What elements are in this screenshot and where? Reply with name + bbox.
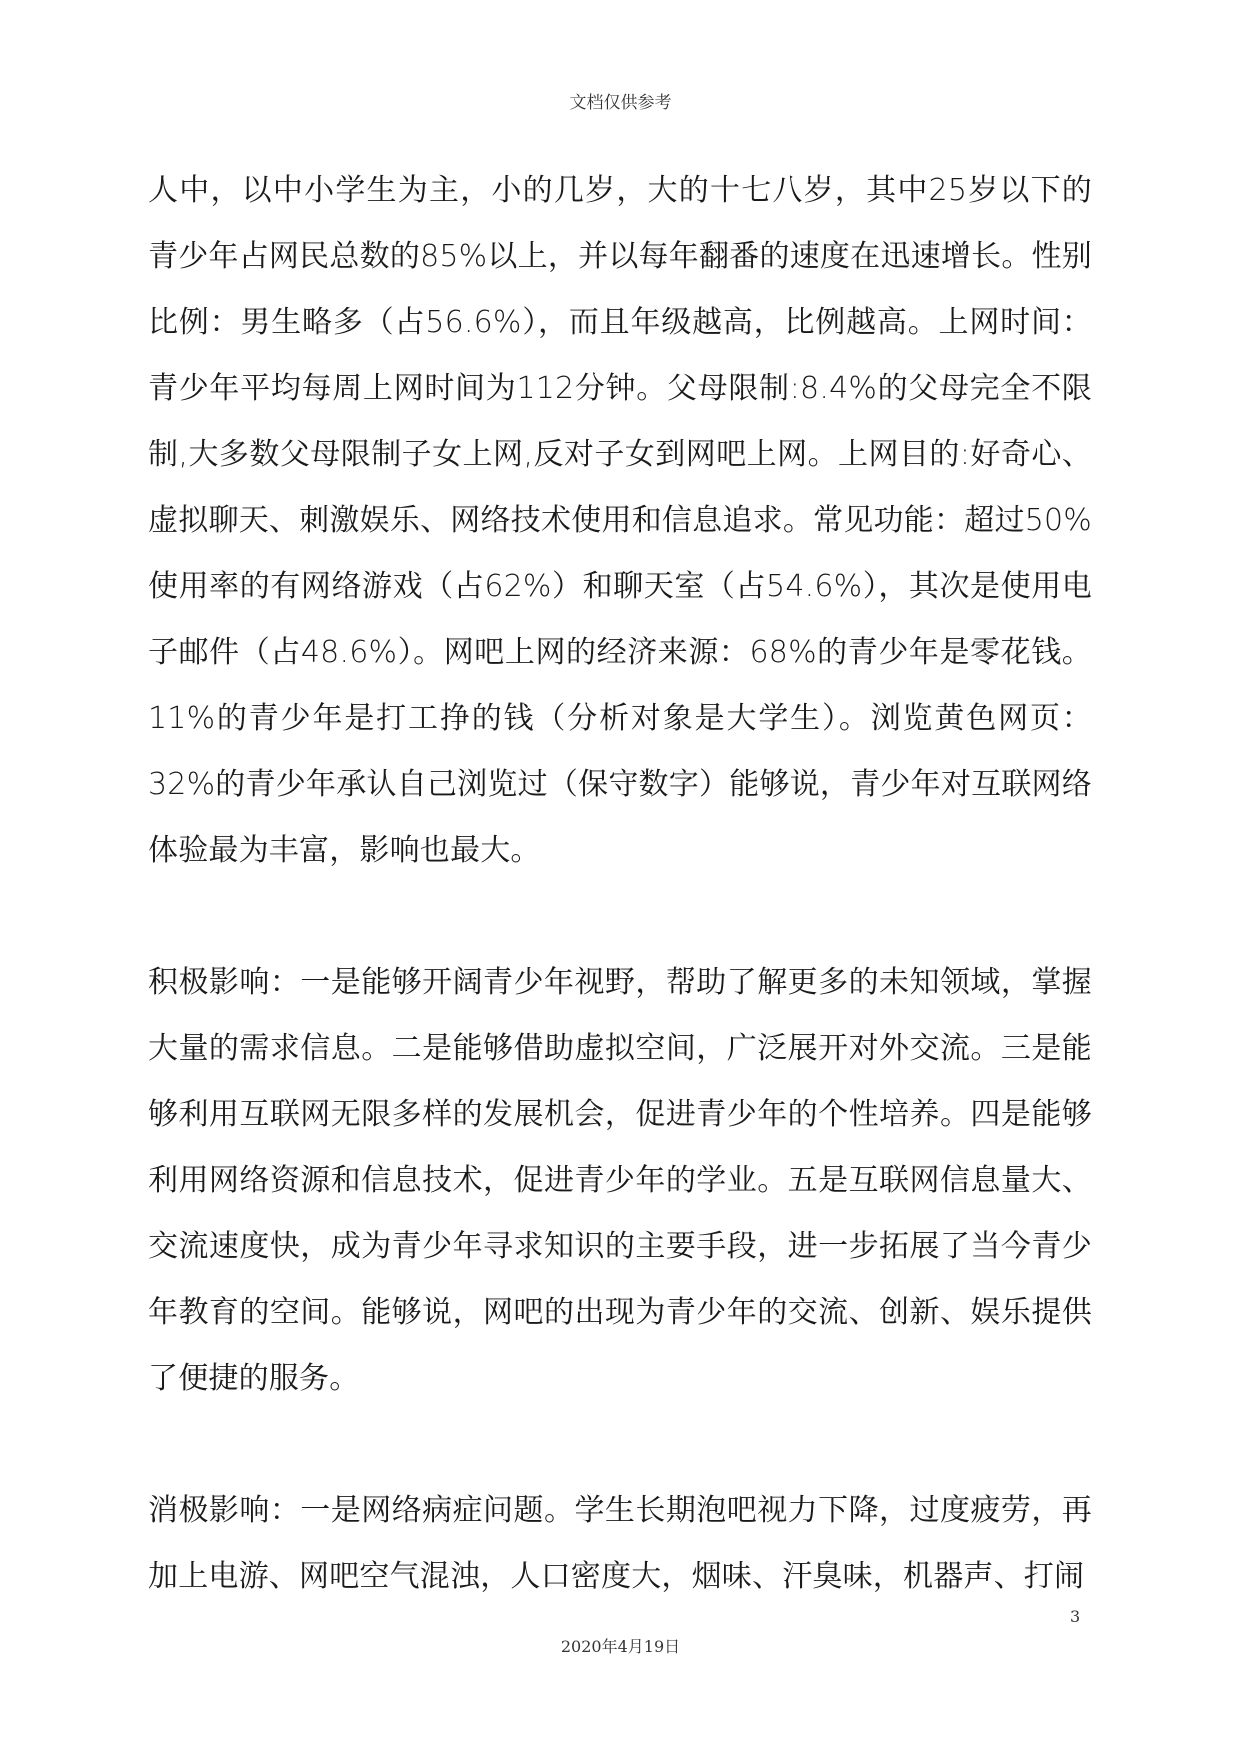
page-header: 文档仅供参考 (569, 93, 672, 113)
paragraph-negative-impact: 消极影响：一是网络病症问题。学生长期泡吧视力下降，过度疲劳，再加上电游、网吧空气混浊，人口密度大，烟味、汗臭味，机器声、打闹 (148, 1493, 1092, 1594)
paragraph-statistics: 人中，以中小学生为主，小的几岁，大的十七八岁，其中25岁以下的青少年占网民总数的85%以上，并以每年翻番的速度在迅速增长。性别比例：男生略多（占56.6%），而且年级越高，比例越高。上网时间：青少年平均每周上网时间为112分钟。父母限制:8.4%的父母完全不限制,大多数父母限制子女上网,反对子女到网吧上网。上网目的:好奇心、虚拟聊天、刺激娱乐、网络技术使用和信息追求。常见功能：超过50%使用率的有网络游戏（占62%）和聊天室（占54.6%），其次是使用电子邮件（占48.6%）。网吧上网的经济来源：68%的青少年是零花钱。11%的青少年是打工挣的钱（分析对象是大学生）。浏览黄色网页：32%的青少年承认自己浏览过（保守数字）能够说，青少年对互联网络体验最为丰富，影响也最大。 (148, 173, 1092, 868)
document-body (148, 158, 1092, 1610)
paragraph-positive-impact: 积极影响：一是能够开阔青少年视野，帮助了解更多的未知领域，掌握大量的需求信息。二是能够借助虚拟空间，广泛展开对外交流。三是能够利用互联网无限多样的发展机会，促进青少年的个性培养。四是能够利用网络资源和信息技术，促进青少年的学业。五是互联网信息量大、交流速度快，成为青少年寻求知识的主要手段，进一步拓展了当今青少年教育的空间。能够说，网吧的出现为青少年的交流、创新、娱乐提供了便捷的服务。 (148, 965, 1092, 1396)
page-number: 3 (1070, 1607, 1081, 1626)
footer-date: 2020年4月19日 (560, 1637, 681, 1656)
